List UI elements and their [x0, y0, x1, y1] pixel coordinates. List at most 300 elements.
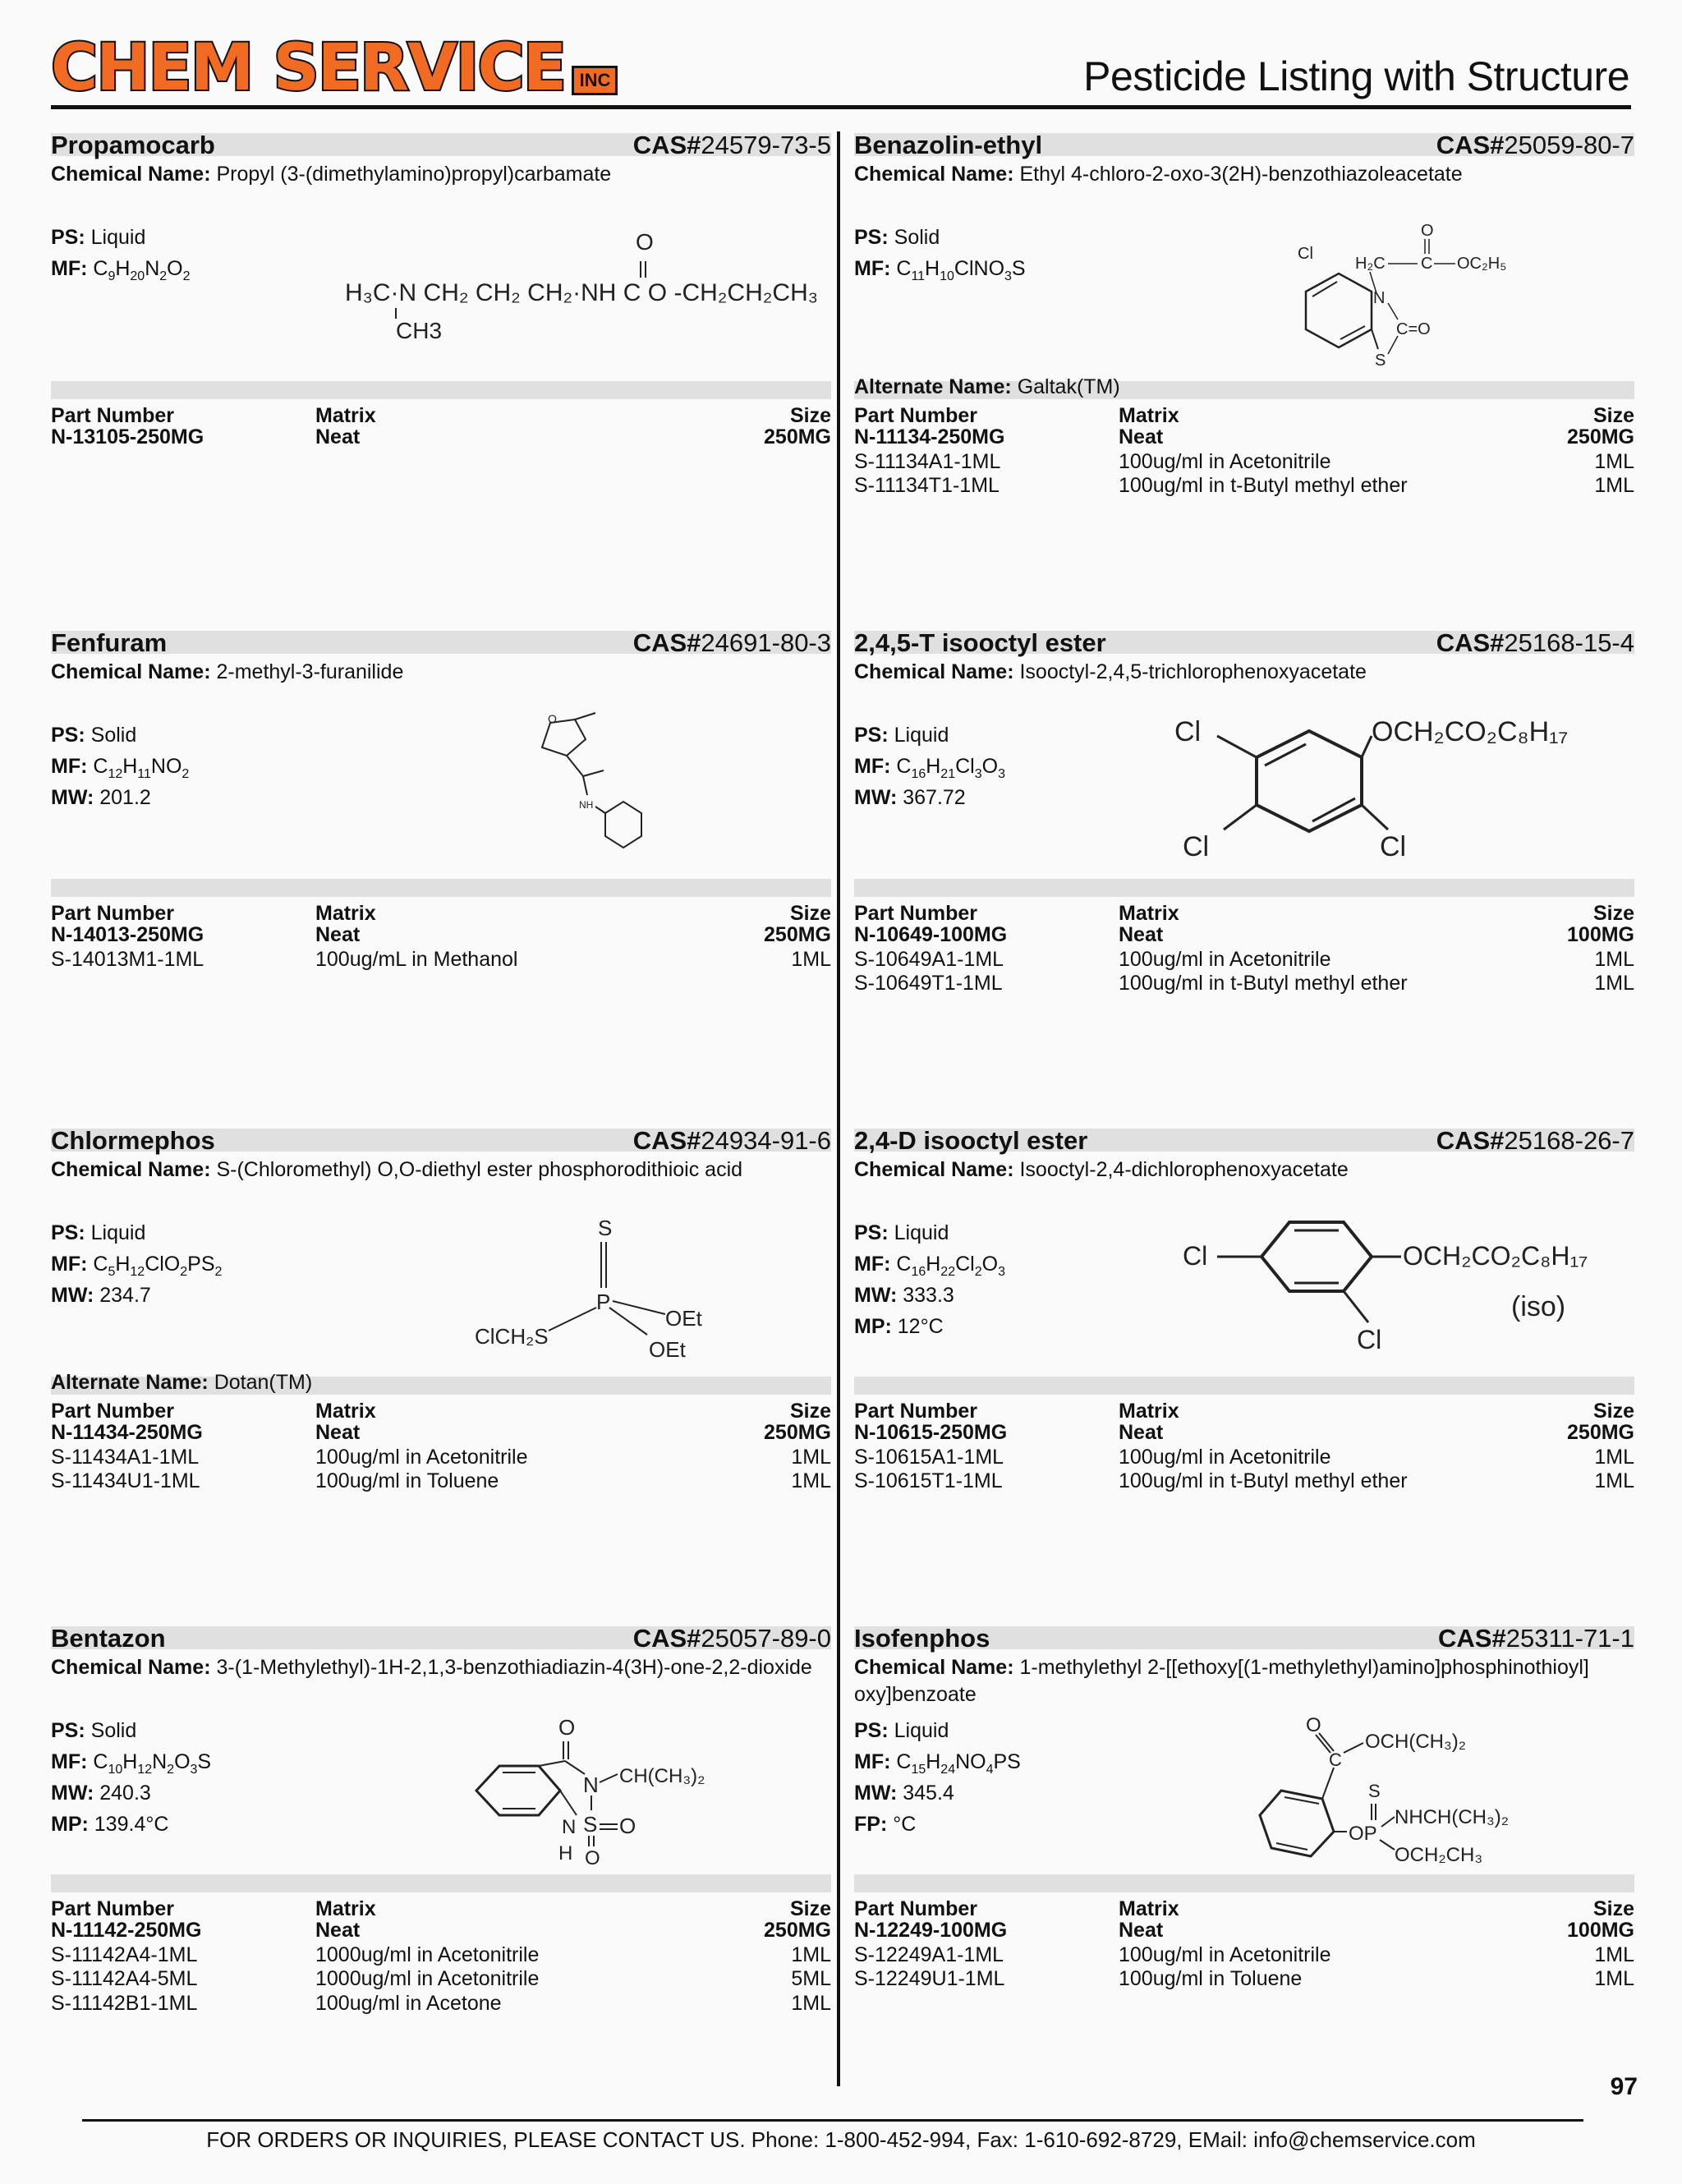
- cas-value: 25168-26-7: [1504, 1126, 1634, 1155]
- chemical-name: [854, 1654, 1634, 1708]
- matrix-value: 100ug/ml in Acetonitrile: [1119, 947, 1331, 971]
- product-entry: [854, 133, 1634, 626]
- footer-contact: FOR ORDERS OR INQUIRIES, PLEASE CONTACT US. Phone: 1-800-452-994, Fax: 1-610-692-8729, EMail: info@chemservice.com: [206, 2127, 1476, 2152]
- property-value: 345.4: [903, 1782, 954, 1805]
- part-number: S-10649T1-1ML: [854, 972, 1003, 995]
- svg-text:H₃C·N CH₂ CH₂ CH₂·NH C O -CH₂C: H₃C·N CH₂ CH₂ CH₂·NH C O -CH₂CH₂CH₃: [345, 279, 818, 306]
- property-label: MF:: [51, 257, 88, 280]
- formula-element: H: [926, 1253, 941, 1276]
- alternate-name-label: Alternate Name:: [51, 1371, 209, 1394]
- svg-text:OEt: OEt: [665, 1306, 702, 1331]
- size-header: Size: [1592, 1400, 1634, 1423]
- formula-subscript: 21: [940, 767, 956, 781]
- product-name: 2,4,5-T isooctyl ester: [854, 628, 1106, 657]
- alternate-name-band: [51, 879, 831, 897]
- part-number: N-11134-250MG: [854, 425, 1005, 448]
- matrix-value: 100ug/ml in Toluene: [315, 1469, 499, 1492]
- size-value: 100MG: [1567, 923, 1634, 946]
- property-label: MF:: [51, 1253, 88, 1276]
- page-number: 97: [1610, 2073, 1638, 2100]
- alternate-name-value: Dotan(TM): [214, 1371, 313, 1394]
- property-mp: [51, 1812, 168, 1837]
- formula-element: O: [981, 1253, 999, 1276]
- size-value: 1ML: [791, 1991, 831, 2015]
- property-label: MW:: [854, 1284, 898, 1307]
- cas-value: 25168-15-4: [1504, 628, 1634, 657]
- matrix-value: 100ug/ml in Acetonitrile: [1119, 1943, 1331, 1966]
- property-value: 12°C: [897, 1315, 944, 1338]
- formula-element: C: [896, 755, 912, 778]
- svg-text:OP: OP: [1349, 1823, 1377, 1845]
- svg-text:C=O: C=O: [1396, 320, 1431, 338]
- property-mw: [854, 785, 966, 810]
- formula-subscript: 2: [180, 1265, 188, 1279]
- cas-value: 25311-71-1: [1505, 1624, 1634, 1653]
- property-ps: [854, 1718, 949, 1743]
- molecular-formula: [93, 257, 191, 283]
- property-label: MW:: [854, 786, 898, 809]
- product-entry: [51, 133, 831, 626]
- property-mf: [51, 256, 191, 289]
- product-entry: [51, 628, 831, 1124]
- svg-text:OCH₂CO₂C₈H₁₇: OCH₂CO₂C₈H₁₇: [1372, 716, 1569, 747]
- product-entry: [854, 1126, 1634, 1621]
- cas-number: [1436, 1126, 1634, 1155]
- column-divider: [837, 131, 840, 2086]
- formula-subscript: 2: [214, 1265, 223, 1279]
- property-label: MF:: [854, 1750, 891, 1773]
- svg-text:O: O: [558, 1715, 576, 1740]
- formula-element: C: [896, 257, 912, 280]
- formula-subscript: 2: [182, 767, 190, 781]
- formula-subscript: 20: [130, 269, 145, 283]
- molecular-formula: [93, 1253, 223, 1279]
- product-entry: [854, 1626, 1634, 2119]
- cas-label: CAS#: [632, 131, 701, 159]
- formula-subscript: 2: [974, 1265, 982, 1279]
- molecular-formula: [93, 755, 190, 781]
- formula-element: H: [122, 1750, 138, 1773]
- size-value: 250MG: [1567, 1421, 1634, 1444]
- property-value: Solid: [90, 1719, 137, 1742]
- product-name: Chlormephos: [51, 1126, 215, 1155]
- formula-subscript: 3: [998, 1265, 1005, 1279]
- matrix-header: Matrix: [1119, 404, 1179, 427]
- cas-number: [632, 1126, 831, 1155]
- svg-text:O: O: [548, 712, 557, 725]
- part-number-header: Part Number: [854, 404, 978, 427]
- size-header: Size: [1592, 1897, 1634, 1920]
- part-number-header: Part Number: [51, 902, 175, 925]
- property-label: PS:: [51, 226, 85, 249]
- svg-text:S: S: [583, 1812, 598, 1837]
- part-number: S-11434A1-1ML: [51, 1445, 200, 1469]
- alternate-name-value: Galtak(TM): [1017, 375, 1120, 398]
- formula-element: Cl: [955, 1253, 975, 1276]
- cas-value: 24691-80-3: [701, 628, 831, 657]
- matrix-value: Neat: [315, 1421, 361, 1444]
- chemical-name-label: Chemical Name:: [51, 1656, 211, 1679]
- size-header: Size: [789, 902, 831, 925]
- property-label: MF:: [854, 257, 891, 280]
- svg-text:S: S: [598, 1216, 613, 1240]
- size-header: Size: [1592, 902, 1634, 925]
- chemical-name-label: Chemical Name:: [854, 163, 1014, 186]
- part-number: S-11134A1-1ML: [854, 449, 1001, 473]
- property-mw: [854, 1781, 954, 1805]
- matrix-value: 100ug/mL in Methanol: [315, 947, 518, 971]
- part-number: S-10615A1-1ML: [854, 1445, 1004, 1469]
- product-entry: [51, 1126, 831, 1621]
- chemical-name-value: S-(Chloromethyl) O,O-diethyl ester phosphorodithioic acid: [216, 1158, 743, 1181]
- formula-element: PS: [993, 1750, 1021, 1773]
- formula-element: O: [174, 1750, 191, 1773]
- formula-element: H: [926, 755, 941, 778]
- matrix-value: Neat: [1119, 1421, 1164, 1444]
- formula-element: C: [93, 1253, 108, 1276]
- cas-label: CAS#: [1436, 628, 1505, 657]
- product-name: Benazolin-ethyl: [854, 131, 1043, 159]
- property-mf: [854, 1749, 1021, 1782]
- chemical-name-label: Chemical Name:: [51, 1158, 211, 1181]
- structure-fenfuram: [513, 706, 678, 862]
- size-header: Size: [789, 1400, 831, 1423]
- logo-text: CHEM SERVICE: [51, 31, 566, 105]
- size-value: 1ML: [1594, 1967, 1634, 1990]
- property-ps: [51, 225, 145, 250]
- formula-element: S: [197, 1750, 212, 1773]
- property-value: 367.72: [903, 786, 966, 809]
- property-mf: [854, 256, 1026, 289]
- property-label: MF:: [854, 755, 891, 778]
- svg-text:N: N: [562, 1816, 577, 1838]
- product-name: Bentazon: [51, 1624, 166, 1653]
- property-ps: [51, 1221, 145, 1245]
- formula-element: N: [145, 257, 160, 280]
- svg-text:NH: NH: [579, 799, 594, 811]
- matrix-header: Matrix: [1119, 1897, 1179, 1920]
- formula-subscript: 5: [108, 1265, 116, 1279]
- property-mf: [854, 1252, 1005, 1285]
- part-number: S-10615T1-1ML: [854, 1469, 1003, 1492]
- chemical-name-label: Chemical Name:: [51, 660, 211, 683]
- property-label: FP:: [854, 1813, 888, 1836]
- formula-element: H: [115, 1253, 131, 1276]
- size-value: 250MG: [764, 1919, 831, 1942]
- part-number: N-12249-100MG: [854, 1919, 1008, 1942]
- size-header: Size: [789, 404, 831, 427]
- structure-benazolin-ethyl: [1273, 218, 1519, 374]
- formula-element: C: [93, 755, 108, 778]
- cas-number: [632, 628, 831, 657]
- property-label: MW:: [51, 1284, 94, 1307]
- svg-text:Cl: Cl: [1357, 1325, 1382, 1354]
- formula-subscript: 11: [911, 269, 926, 283]
- chemical-name-label: Chemical Name:: [854, 1656, 1014, 1679]
- property-label: MW:: [51, 786, 94, 809]
- logo-inc: INC: [572, 66, 618, 95]
- property-label: PS:: [51, 724, 85, 747]
- formula-element: S: [1011, 257, 1026, 280]
- formula-subscript: 16: [911, 1265, 926, 1279]
- property-label: PS:: [854, 1719, 889, 1742]
- size-value: 1ML: [791, 1445, 831, 1469]
- formula-subscript: 2: [159, 269, 168, 283]
- chemical-name: [51, 659, 831, 686]
- property-mw: [51, 1781, 151, 1805]
- formula-element: Cl: [955, 755, 975, 778]
- size-value: 250MG: [764, 923, 831, 946]
- svg-text:O: O: [636, 230, 654, 255]
- formula-element: C: [896, 1750, 912, 1773]
- svg-text:Cl: Cl: [1174, 716, 1202, 747]
- matrix-value: Neat: [315, 1919, 361, 1942]
- property-mw: [51, 785, 151, 810]
- matrix-value: 1000ug/ml in Acetonitrile: [315, 1943, 540, 1966]
- matrix-value: 100ug/ml in t-Butyl methyl ether: [1119, 972, 1408, 995]
- property-value: 234.7: [99, 1284, 151, 1307]
- property-mf: [854, 754, 1005, 787]
- formula-subscript: 3: [998, 767, 1005, 781]
- svg-text:H₂C: H₂C: [1355, 255, 1386, 273]
- property-value: 139.4°C: [94, 1813, 169, 1836]
- property-value: °C: [893, 1813, 917, 1836]
- property-label: MW:: [51, 1782, 94, 1805]
- chemical-name: [854, 659, 1634, 686]
- formula-element: PS: [187, 1253, 215, 1276]
- product-name: 2,4-D isooctyl ester: [854, 1126, 1088, 1155]
- formula-element: ClO: [145, 1253, 181, 1276]
- size-value: 1ML: [1594, 1943, 1634, 1966]
- svg-text:P: P: [596, 1290, 611, 1314]
- size-header: Size: [1592, 404, 1634, 427]
- size-value: 1ML: [1594, 972, 1634, 995]
- molecular-formula: [896, 257, 1026, 283]
- matrix-value: Neat: [315, 425, 361, 448]
- svg-text:O: O: [1421, 222, 1434, 240]
- size-header: Size: [789, 1897, 831, 1920]
- svg-text:Cl: Cl: [1298, 245, 1313, 263]
- size-value: 1ML: [1594, 1469, 1634, 1492]
- cas-label: CAS#: [1438, 1624, 1506, 1653]
- structure-isofenphos: [1248, 1708, 1544, 1864]
- chemical-name: [854, 161, 1634, 188]
- matrix-value: Neat: [1119, 1919, 1164, 1942]
- cas-number: [1436, 133, 1634, 158]
- cas-number: [633, 133, 831, 158]
- svg-text:OC₂H₅: OC₂H₅: [1457, 255, 1507, 273]
- formula-element: C: [93, 1750, 108, 1773]
- property-fp: [854, 1812, 916, 1837]
- property-value: Solid: [90, 724, 137, 747]
- property-label: MF:: [854, 1253, 891, 1276]
- structure-24d-isooctyl-ester: [1183, 1207, 1610, 1363]
- part-number: S-11134T1-1ML: [854, 474, 1000, 497]
- formula-element: H: [115, 257, 131, 280]
- matrix-header: Matrix: [315, 1897, 376, 1920]
- header-rule: [51, 105, 1631, 109]
- product-entry: [854, 628, 1634, 1124]
- svg-text:OCH₂CH₃: OCH₂CH₃: [1395, 1844, 1483, 1864]
- svg-text:CH(CH₃)₂: CH(CH₃)₂: [619, 1765, 705, 1787]
- property-value: Liquid: [894, 1221, 949, 1244]
- structure-chlormephos: [475, 1216, 721, 1363]
- svg-text:C: C: [1421, 255, 1433, 273]
- formula-subscript: 16: [911, 767, 926, 781]
- structure-propamocarb: [345, 230, 838, 353]
- formula-subscript: 2: [182, 269, 191, 283]
- property-value: Liquid: [90, 226, 146, 249]
- property-value: Liquid: [90, 1221, 146, 1244]
- property-label: MF:: [51, 1750, 88, 1773]
- alternate-name: [51, 1372, 312, 1393]
- chemical-name: [51, 161, 831, 188]
- cas-number: [1436, 628, 1634, 657]
- size-value: 250MG: [764, 425, 831, 448]
- cas-value: 25057-89-0: [701, 1624, 831, 1653]
- part-number: S-11142B1-1ML: [51, 1991, 198, 2015]
- size-value: 1ML: [791, 1469, 831, 1492]
- chemical-name-value: Isooctyl-2,4,5-trichlorophenoxyacetate: [1019, 660, 1367, 683]
- property-label: PS:: [854, 226, 889, 249]
- chemical-name-value: Propyl (3-(dimethylamino)propyl)carbamate: [216, 163, 612, 186]
- alternate-name-band: [854, 879, 1634, 897]
- svg-text:OCH₂CO₂C₈H₁₇: OCH₂CO₂C₈H₁₇: [1403, 1241, 1588, 1271]
- formula-subscript: 4: [986, 1763, 994, 1777]
- cas-number: [633, 1626, 831, 1651]
- formula-element: H: [122, 755, 138, 778]
- chemical-name-value: Ethyl 4-chloro-2-oxo-3(2H)-benzothiazoleacetate: [1019, 163, 1463, 186]
- formula-element: NO: [955, 1750, 986, 1773]
- property-value: Liquid: [894, 724, 949, 747]
- matrix-value: 100ug/ml in Acetone: [315, 1991, 502, 2015]
- part-number: S-11142A4-5ML: [51, 1967, 198, 1990]
- size-value: 250MG: [764, 1421, 831, 1444]
- formula-element: ClNO: [954, 257, 1005, 280]
- property-ps: [51, 1718, 136, 1743]
- formula-subscript: 3: [190, 1763, 198, 1777]
- molecular-formula: [896, 755, 1005, 781]
- cas-value: 24579-73-5: [701, 131, 831, 159]
- svg-text:NHCH(CH₃)₂: NHCH(CH₃)₂: [1395, 1806, 1510, 1828]
- product-name: Propamocarb: [51, 131, 215, 159]
- footer-rule: [82, 2119, 1583, 2122]
- property-mf: [51, 754, 189, 787]
- alternate-name: [854, 376, 1120, 398]
- svg-text:S: S: [1368, 1781, 1381, 1801]
- cas-value: 24934-91-6: [701, 1126, 831, 1155]
- formula-subscript: 10: [108, 1763, 123, 1777]
- matrix-value: 100ug/ml in Acetonitrile: [1119, 1445, 1331, 1469]
- formula-subscript: 22: [940, 1265, 956, 1279]
- property-mw: [854, 1283, 954, 1308]
- part-number: S-11434U1-1ML: [51, 1469, 200, 1492]
- part-number: N-11142-250MG: [51, 1919, 202, 1942]
- company-logo: [51, 31, 618, 105]
- alternate-name-band: [51, 381, 831, 399]
- property-ps: [854, 1221, 949, 1245]
- molecular-formula: [93, 1750, 212, 1777]
- page-title: Pesticide Listing with Structure: [1083, 53, 1629, 99]
- svg-text:O: O: [585, 1847, 600, 1864]
- formula-subscript: 24: [940, 1763, 956, 1777]
- formula-subscript: 9: [108, 269, 116, 283]
- part-number: S-10649A1-1ML: [854, 947, 1004, 971]
- part-number: N-10615-250MG: [854, 1421, 1008, 1444]
- size-value: 1ML: [1594, 947, 1634, 971]
- part-number-header: Part Number: [51, 1400, 175, 1423]
- matrix-value: 100ug/ml in t-Butyl methyl ether: [1119, 474, 1408, 497]
- part-number: S-14013M1-1ML: [51, 947, 205, 971]
- cas-label: CAS#: [632, 1126, 701, 1155]
- matrix-value: 1000ug/ml in Acetonitrile: [315, 1967, 540, 1990]
- svg-text:ClCH₂S: ClCH₂S: [475, 1324, 549, 1349]
- property-label: MF:: [51, 755, 88, 778]
- svg-text:S: S: [1375, 352, 1386, 370]
- part-number-header: Part Number: [854, 902, 978, 925]
- matrix-header: Matrix: [315, 404, 376, 427]
- chemical-name: [51, 1654, 831, 1681]
- property-label: PS:: [51, 1719, 85, 1742]
- alternate-name-band: [854, 1874, 1634, 1892]
- property-label: MP:: [51, 1813, 89, 1836]
- chemical-name-value: 3-(1-Methylethyl)-1H-2,1,3-benzothiadiazin-4(3H)-one-2,2-dioxide: [216, 1656, 812, 1679]
- property-label: PS:: [854, 1221, 889, 1244]
- chemical-name: [854, 1156, 1634, 1184]
- matrix-header: Matrix: [1119, 902, 1179, 925]
- formula-element: C: [896, 1253, 912, 1276]
- formula-element: O: [167, 257, 183, 280]
- matrix-value: 100ug/ml in Acetonitrile: [315, 1445, 528, 1469]
- formula-subscript: 12: [137, 1763, 153, 1777]
- part-number: N-13105-250MG: [51, 425, 205, 448]
- part-number: N-14013-250MG: [51, 923, 205, 946]
- property-label: MP:: [854, 1315, 892, 1338]
- property-label: PS:: [854, 724, 889, 747]
- property-value: 201.2: [99, 786, 151, 809]
- property-mw: [51, 1283, 151, 1308]
- property-label: PS:: [51, 1221, 85, 1244]
- svg-text:OEt: OEt: [649, 1337, 686, 1362]
- property-ps: [854, 723, 949, 747]
- cas-label: CAS#: [632, 628, 701, 657]
- property-value: 240.3: [99, 1782, 151, 1805]
- size-value: 5ML: [791, 1967, 831, 1990]
- matrix-value: 100ug/ml in Acetonitrile: [1119, 449, 1331, 473]
- cas-value: 25059-80-7: [1504, 131, 1634, 159]
- molecular-formula: [896, 1253, 1005, 1279]
- chemical-name: [51, 1156, 831, 1184]
- part-number-header: Part Number: [51, 404, 175, 427]
- property-mp: [854, 1314, 944, 1339]
- property-value: Solid: [894, 226, 940, 249]
- formula-element: NO: [150, 755, 182, 778]
- formula-subscript: 2: [167, 1763, 175, 1777]
- formula-subscript: 11: [137, 767, 151, 781]
- part-number: S-12249U1-1ML: [854, 1967, 1005, 1990]
- size-value: 250MG: [1567, 425, 1634, 448]
- chemical-name-value: 2-methyl-3-furanilide: [216, 660, 404, 683]
- formula-subscript: 3: [974, 767, 982, 781]
- alternate-name-label: Alternate Name:: [854, 375, 1012, 398]
- svg-text:H: H: [558, 1842, 573, 1864]
- part-number-header: Part Number: [51, 1897, 175, 1920]
- product-entry: [51, 1626, 831, 2119]
- product-name: Fenfuram: [51, 628, 168, 657]
- svg-text:N: N: [583, 1772, 599, 1797]
- svg-text:Cl: Cl: [1183, 1241, 1208, 1271]
- size-value: 1ML: [791, 947, 831, 971]
